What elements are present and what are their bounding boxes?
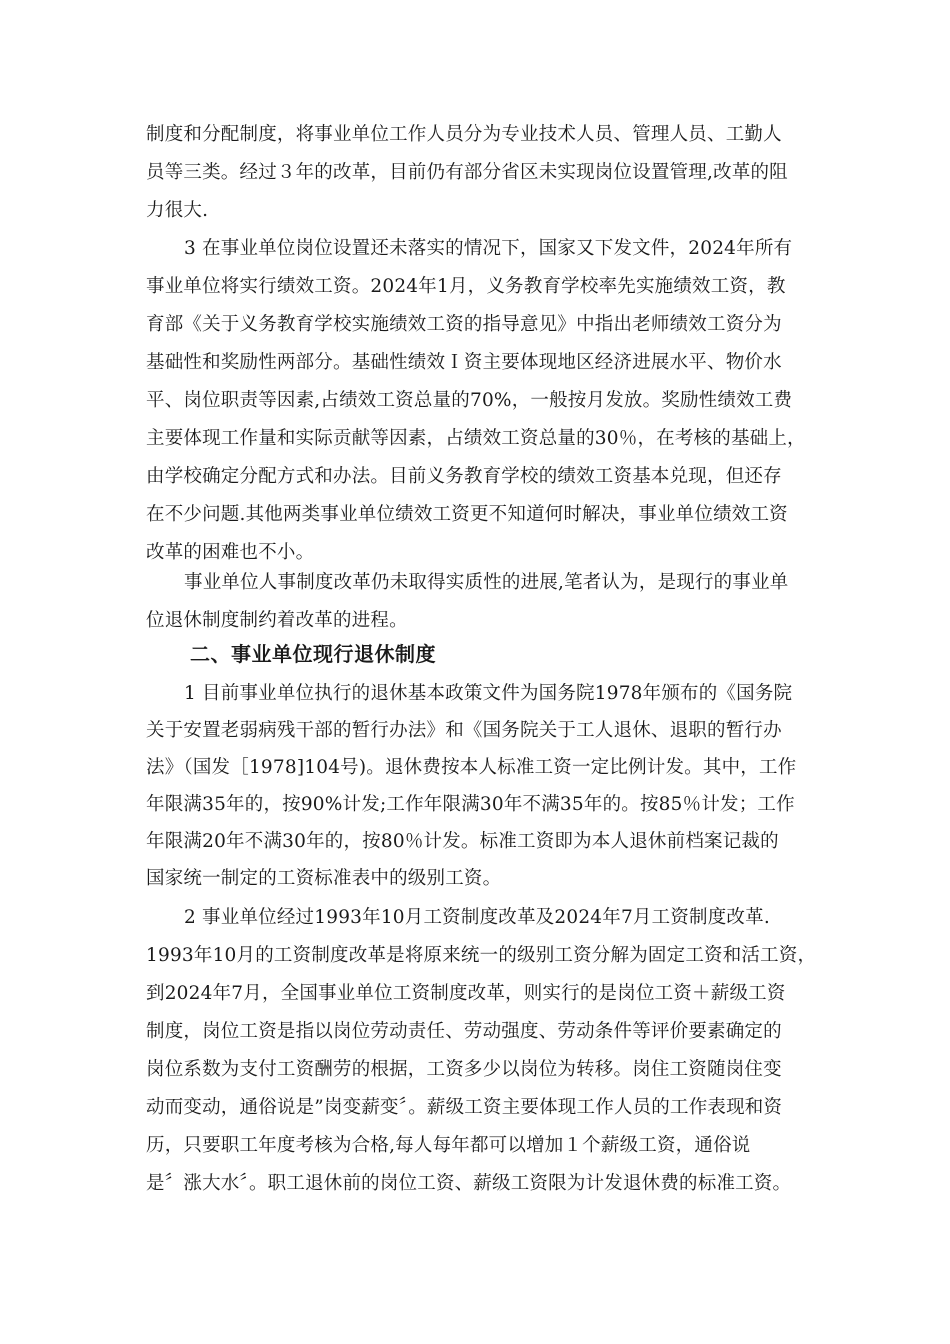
- paragraph-line: 1 目前事业单位执行的退休基本政策文件为国务院1978年颁布的《国务院: [184, 683, 793, 704]
- paragraph-line: 基础性和奖励性两部分。基础性绩效Ｉ资主要体现地区经济进展水平、物价水: [146, 352, 782, 373]
- paragraph-line: 动而变动，通俗说是”岗变薪变〞。薪级工资主要体现工作人员的工作表现和资: [146, 1097, 783, 1118]
- paragraph-line: 制度和分配制度，将事业单位工作人员分为专业技术人员、管理人员、工勤人: [146, 124, 782, 145]
- section-heading: 二、事业单位现行退休制度: [190, 642, 436, 666]
- paragraph-line: 年限满35年的，按90%计发;工作年限满30年不满35年的。按85％计发；工作: [146, 794, 795, 815]
- paragraph-line: 是〞涨大水〞。职工退休前的岗位工资、薪级工资限为计发退休费的标准工资。: [146, 1173, 792, 1194]
- paragraph-line: 年限满20年不满30年的，按80％计发。标准工资即为本人退休前档案记裁的: [146, 831, 779, 852]
- paragraph-line: 员等三类。经过３年的改革，目前仍有部分省区未实现岗位设置管理,改革的阻: [146, 162, 788, 183]
- paragraph-line: 到2024年7月，全国事业单位工资制度改革，则实行的是岗位工资＋薪级工资: [146, 983, 786, 1004]
- paragraph-line: 在不少问题.其他两类事业单位绩效工资更不知道何时解决，事业单位绩效工资: [146, 504, 788, 525]
- paragraph-line: 历，只要职工年度考核为合格,每人每年都可以增加１个薪级工资，通俗说: [146, 1135, 751, 1156]
- paragraph-line: 平、岗位职责等因素,占绩效工资总量的70%，一般按月发放。奖励性绩效工费: [146, 390, 793, 411]
- paragraph-line: 1993年10月的工资制度改革是将原来统一的级别工资分解为固定工资和活工资，: [146, 945, 817, 966]
- paragraph-line: 事业单位将实行绩效工资。2024年1月，义务教育学校率先实施绩效工资，教: [146, 276, 786, 297]
- paragraph-line: 关于安置老弱病残干部的暂行办法》和《国务院关于工人退休、退职的暂行办: [146, 720, 782, 741]
- paragraph-line: 事业单位人事制度改革仍未取得实质性的进展,笔者认为，是现行的事业单: [184, 572, 789, 593]
- paragraph-line: 国家统一制定的工资标准表中的级别工资。: [146, 868, 502, 889]
- paragraph-line: 力很大.: [146, 200, 209, 221]
- paragraph-line: 法》（国发［1978]104号)。退休费按本人标准工资一定比例计发。其中，工作: [146, 757, 797, 778]
- paragraph-line: 改革的困难也不小。: [146, 542, 315, 563]
- paragraph-line: 位退休制度制约着改革的进程。: [146, 610, 408, 631]
- paragraph-line: 由学校确定分配方式和办法。目前义务教育学校的绩效工资基本兑现，但还存: [146, 466, 782, 487]
- paragraph-line: 育部《关于义务教育学校实施绩效工资的指导意见》中指出老师绩效工资分为: [146, 314, 782, 335]
- paragraph-line: 2 事业单位经过1993年10月工资制度改革及2024年7月工资制度改革.: [184, 907, 770, 928]
- paragraph-line: 3 在事业单位岗位设置还未落实的情况下，国家又下发文件，2024年所有: [184, 238, 793, 259]
- paragraph-line: 制度，岗位工资是指以岗位劳动责任、劳动强度、劳动条件等评价要素确定的: [146, 1021, 782, 1042]
- paragraph-line: 岗位系数为支付工资酬劳的根据，工资多少以岗位为转移。岗住工资随岗住变: [146, 1059, 782, 1080]
- paragraph-line: 主要体现工作量和实际贡献等因素，占绩效工资总量的30％，在考核的基础上，: [146, 428, 806, 449]
